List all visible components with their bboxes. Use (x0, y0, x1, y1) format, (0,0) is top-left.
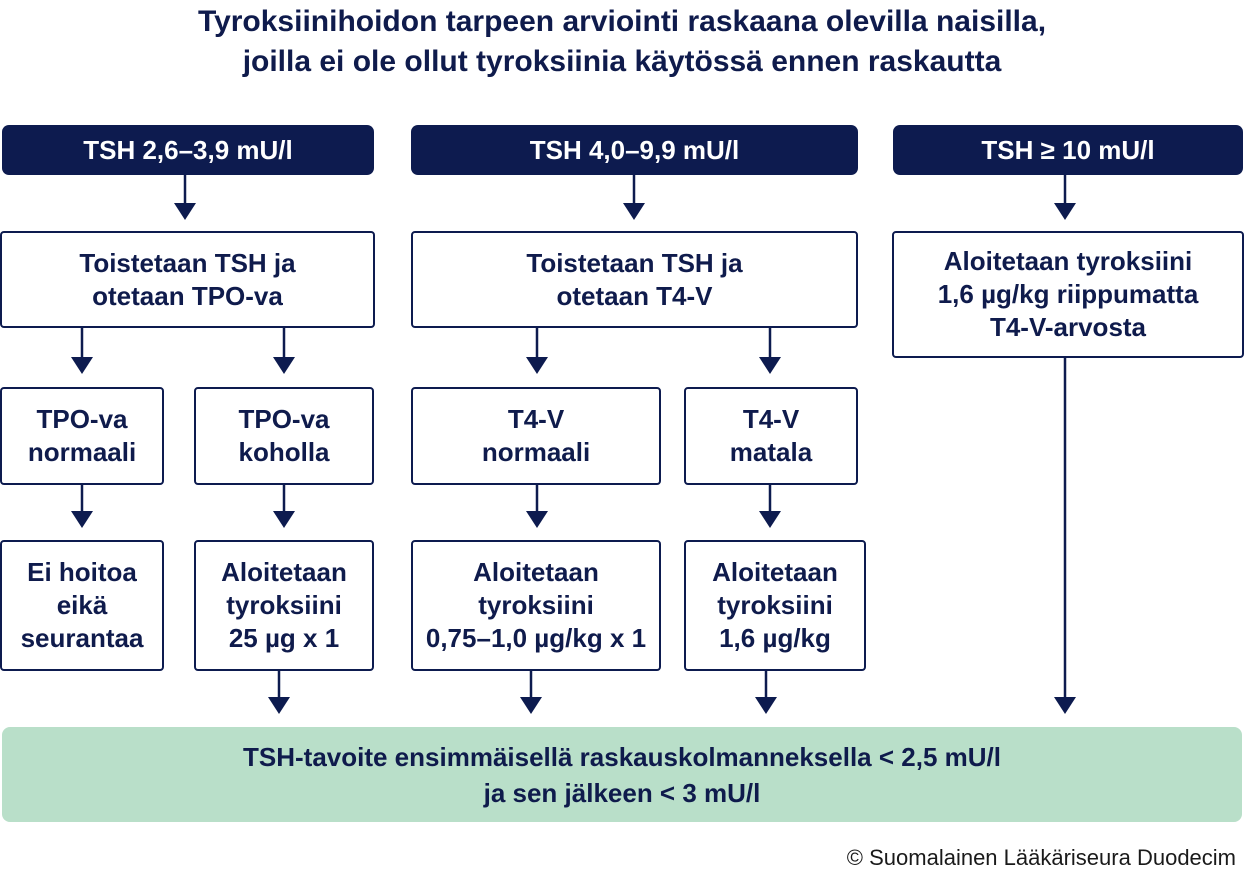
arrow-icon (623, 175, 645, 220)
arrow-icon (273, 485, 295, 528)
arrow-icon (1054, 175, 1076, 220)
title-line-1: Tyroksiinihoidon tarpeen arviointi raskaana olevilla naisilla, (197, 5, 1047, 38)
box-line: 1,6 µg/kg riippumatta (937, 279, 1199, 309)
arrow-icon (526, 485, 548, 528)
arrow-icon (71, 485, 93, 528)
box-line: normaali (27, 437, 137, 467)
box-line: Ei hoitoa (27, 557, 137, 587)
goal-line-1: TSH-tavoite ensimmäisellä raskauskolmanneksella < 2,5 mU/l (243, 741, 1001, 772)
arrow-icon (273, 328, 295, 374)
box-line: Aloitetaan (473, 557, 599, 587)
arrow-icon (526, 328, 548, 374)
title-line-2: joilla ei ole ollut tyroksiinia käytössä ennen raskautta (242, 45, 1002, 78)
box-line: 25 µg x 1 (228, 623, 340, 653)
box-line: TPO-va (238, 404, 330, 434)
header-tsh-2-6-3-9: TSH 2,6–3,9 mU/l (2, 125, 374, 175)
box-line: tyroksiini (717, 590, 833, 620)
arrow-icon (174, 175, 196, 220)
box-line: 0,75–1,0 µg/kg x 1 (425, 623, 647, 653)
box-line: otetaan T4-V (556, 280, 713, 311)
box-line: T4-V (507, 404, 565, 434)
box-line: Aloitetaan (712, 557, 838, 587)
box-line: otetaan TPO-va (92, 280, 283, 311)
box-line: matala (729, 437, 813, 467)
box-line: tyroksiini (226, 590, 342, 620)
arrow-icon (71, 328, 93, 374)
box-line: eikä (56, 590, 108, 620)
arrow-icon (759, 328, 781, 374)
box-line: 1,6 µg/kg (719, 623, 831, 653)
header-tsh-10-plus: TSH ≥ 10 mU/l (893, 125, 1243, 175)
box-line: koholla (238, 437, 330, 467)
box-line: Toistetaan TSH ja (526, 247, 743, 278)
arrow-icon (755, 671, 777, 714)
box-line: T4-V-arvosta (989, 312, 1147, 342)
goal-line-2: ja sen jälkeen < 3 mU/l (483, 777, 761, 808)
copyright-notice: © Suomalainen Lääkäriseura Duodecim (846, 845, 1236, 870)
box-line: normaali (481, 437, 591, 467)
box-line: tyroksiini (478, 590, 594, 620)
box-line: TPO-va (36, 404, 128, 434)
header-tsh-4-0-9-9: TSH 4,0–9,9 mU/l (411, 125, 858, 175)
box-line: T4-V (742, 404, 800, 434)
box-line: Aloitetaan (221, 557, 347, 587)
box-line: Toistetaan TSH ja (79, 247, 296, 278)
box-line: seurantaa (20, 623, 144, 653)
arrow-icon (759, 485, 781, 528)
arrow-icon (1054, 358, 1076, 714)
arrow-icon (520, 671, 542, 714)
arrow-icon (268, 671, 290, 714)
box-line: Aloitetaan tyroksiini (943, 246, 1193, 276)
